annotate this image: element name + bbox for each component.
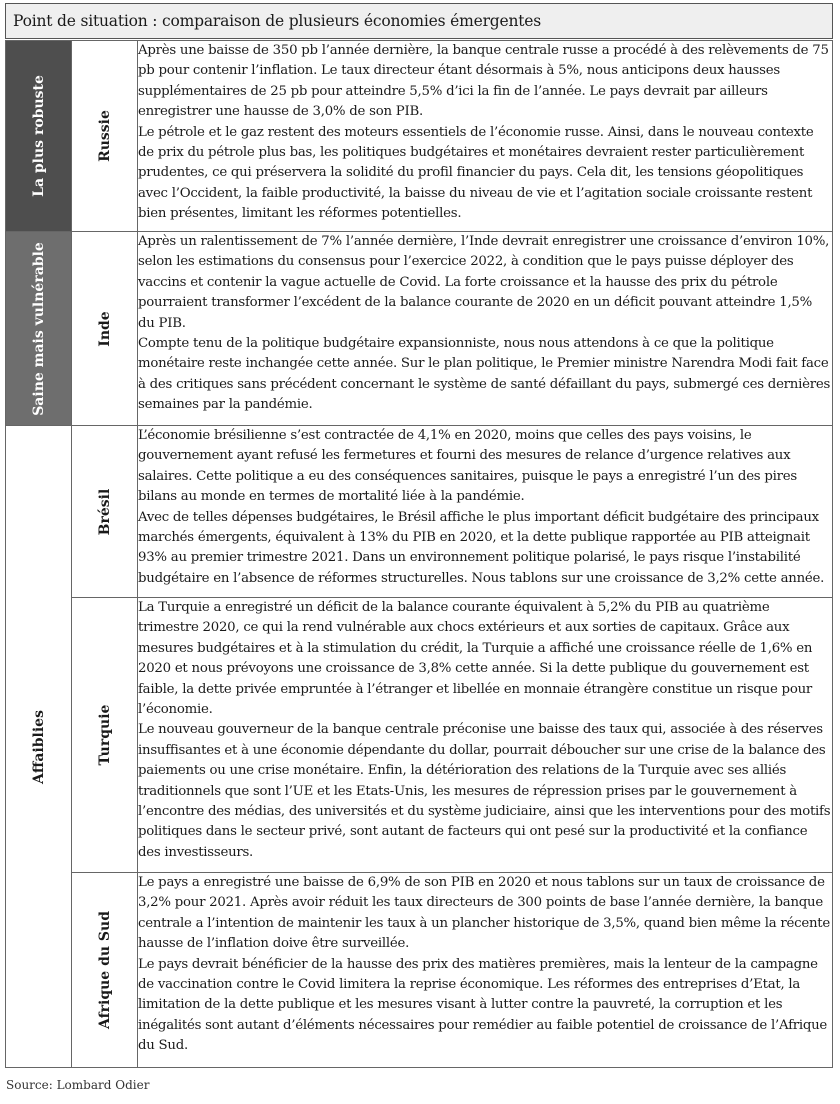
country-cell — [72, 232, 138, 426]
country-label: Russie — [96, 110, 113, 162]
table-row — [6, 232, 833, 426]
table-row — [6, 426, 833, 598]
table-row — [6, 41, 833, 232]
page-title — [5, 3, 833, 39]
table-row — [6, 873, 833, 1068]
country-label: Inde — [96, 310, 113, 347]
country-text — [138, 873, 833, 1068]
country-text — [138, 598, 833, 873]
paragraph: Après une baisse de 350 pb l’année dernière, la banque centrale russe a procédé à des relèvements de 75 pb pour contenir l’inflation. Le taux directeur étant désormais à 5%, nous anticipons deux hausses supplémentaires de 25 pb pour atteindre 5,5% d’ici la fin de l’année. Le pays devrait par ailleurs enregistrer une hausse de 3,0% de son PIB. — [138, 43, 829, 120]
country-text — [138, 232, 833, 426]
group-cell-robust — [6, 41, 72, 232]
group-label: La plus robuste — [30, 75, 47, 197]
country-text — [138, 41, 833, 232]
group-cell-vulnerable — [6, 232, 72, 426]
paragraph: Le pays a enregistré une baisse de 6,9% de son PIB en 2020 et nous tablons sur un taux de croissance de 3,2% pour 2021. Après avoir réduit les taux directeurs de 300 points de base l’année dernière, la banque centrale a l’intention de maintenir les taux à un plancher historique de 3,5%, quand bien même la récente hausse de l’inflation doive être surveillée. — [138, 875, 831, 952]
group-label: Affaiblies — [30, 709, 47, 784]
paragraph: Avec de telles dépenses budgétaires, le Brésil affiche le plus important déficit budgétaire des principaux marchés émergents, équivalent à 13% du PIB en 2020, et la dette publique rapportée au PIB atteignait 93% au premier trimestre 2021. Dans un environnement politique polarisé, le pays risque l’instabilité budgétaire en l’absence de réformes structurelles. Nous tablons sur une croissance de 3,2% cette année. — [138, 509, 825, 586]
paragraph: Après un ralentissement de 7% l’année dernière, l’Inde devrait enregistrer une croissance d’environ 10%, selon les estimations du consensus pour l’exercice 2022, à condition que le pays puisse déployer des vaccins et contenir la vague actuelle de Covid. La forte croissance et la hausse des prix du pétrole pourraient transformer l’excédent de la balance courante de 2020 en un déficit pouvant atteindre 1,5% du PIB. — [138, 234, 830, 331]
table-row — [6, 598, 833, 873]
country-cell — [72, 598, 138, 873]
country-text — [138, 426, 833, 598]
country-label: Brésil — [96, 488, 113, 535]
country-cell — [72, 873, 138, 1068]
paragraph: Compte tenu de la politique budgétaire expansionniste, nous nous attendons à ce que la politique monétaire reste inchangée cette année. Sur le plan politique, le Premier ministre Narendra Modi fait face à des critiques sans précédent concernant le système de santé défaillant du pays, submergé ces dernières semaines par la pandémie. — [138, 336, 831, 413]
page-title-text: Point de situation : comparaison de plusieurs économies émergentes — [13, 12, 542, 30]
paragraph: Le nouveau gouverneur de la banque centrale préconise une baisse des taux qui, associée à des réserves insuffisantes et à une économie dépendante du dollar, pourrait déboucher sur une crise de la balance des paiements ou une crise monétaire. Enfin, la détérioration des relations de la Turquie avec ses alliés traditionnels que sont l’UE et les Etats-Unis, les mesures de répression prises par le gouvernement à l’encontre des médias, des universités et du système judiciaire, ainsi que les interventions pour des motifs politiques dans le secteur privé, sont autant de facteurs qui ont pesé sur la productivité et la confiance des investisseurs. — [138, 722, 831, 860]
comparison-table — [5, 40, 833, 1068]
group-label: Saine mais vulnérable — [30, 241, 47, 416]
country-label: Afrique du Sud — [96, 910, 113, 1030]
group-cell-weakened — [6, 426, 72, 1068]
paragraph: Le pétrole et le gaz restent des moteurs essentiels de l’économie russe. Ainsi, dans le nouveau contexte de prix du pétrole plus bas, les politiques budgétaires et monétaires devraient rester particulièrement prudentes, ce qui préservera la solidité du profil financier du pays. Cela dit, les tensions géopolitiques avec l’Occident, la faible productivité, la baisse du niveau de vie et l’agitation sociale croissante restent bien présentes, limitant les réformes potentielles. — [138, 124, 814, 222]
source-note: Source: Lombard Odier — [6, 1078, 150, 1092]
paragraph: L’économie brésilienne s’est contractée de 4,1% en 2020, moins que celles des pays voisins, le gouvernement ayant refusé les fermetures et fourni des mesures de relance d’urgence relatives aux salaires. Cette politique a eu des conséquences sanitaires, puisque le pays a enregistré l’un des pires bilans au monde en termes de mortalité liée à la pandémie. — [138, 428, 797, 505]
country-label: Turquie — [96, 704, 113, 766]
country-cell — [72, 426, 138, 598]
paragraph: Le pays devrait bénéficier de la hausse des prix des matières premières, mais la lenteur de la campagne de vaccination contre le Covid limitera la reprise économique. Les réformes des entreprises d’Etat, la limitation de la dette publique et les mesures visant à lutter contre la pauvreté, la corruption et les inégalités sont autant d’éléments nécessaires pour remédier au faible potentiel de croissance de l’Afrique du Sud. — [138, 956, 828, 1054]
country-cell — [72, 41, 138, 232]
paragraph: La Turquie a enregistré un déficit de la balance courante équivalent à 5,2% du PIB au quatrième trimestre 2020, ce qui la rend vulnérable aux chocs extérieurs et aux sorties de capitaux. Grâce aux mesures budgétaires et à la stimulation du crédit, la Turquie a affiché une croissance réelle de 1,6% en 2020 et nous prévoyons une croissance de 3,8% cette année. Si la dette publique du gouvernement est faible, la dette privée empruntée à l’étranger et libellée en monnaie étrangère constitue un risque pour l’économie. — [138, 600, 813, 718]
